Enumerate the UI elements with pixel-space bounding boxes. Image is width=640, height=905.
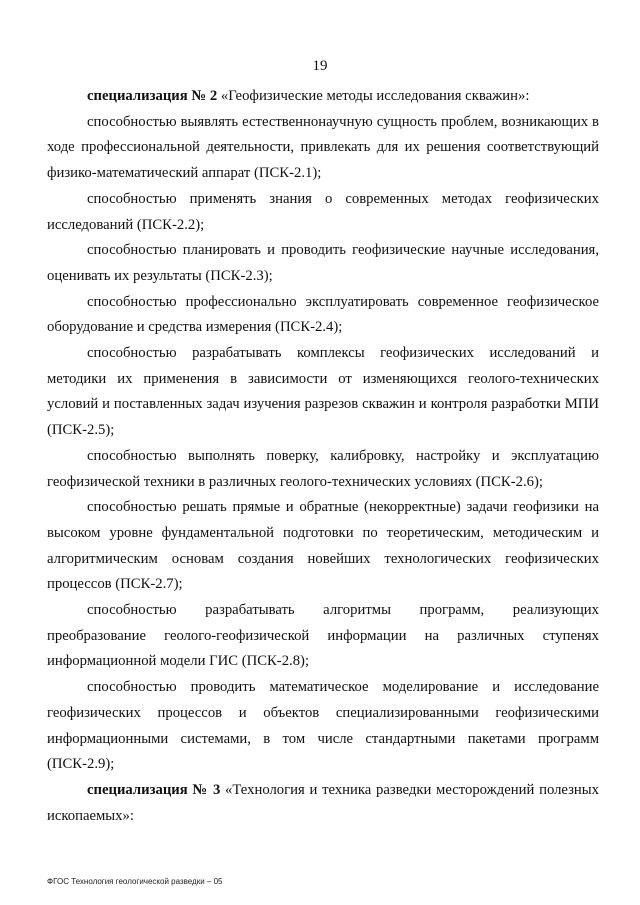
competence-item: способностью планировать и проводить геофизические научные исследования, оценивать их результаты (ПСК-2.3);: [47, 242, 599, 284]
page-footer: ФГОС Технология геологической разведки – 05: [47, 877, 223, 886]
competence-item: способностью профессионально эксплуатировать современное геофизическое оборудование и средства измерения (ПСК-2.4);: [47, 293, 599, 336]
competence-item: способностью решать прямые и обратные (некорректные) задачи геофизики на высоком уровне фундаментальной подготовки по теоретическим, методическим и алгоритмическим основам создания новейших технологических геофизических процессов (ПСК-2.7);: [47, 499, 599, 593]
specialization-heading-3: [47, 778, 599, 829]
specialization-heading-2: [47, 84, 599, 110]
competence-item: способностью разрабатывать алгоритмы программ, реализующих преобразование геолого-геофизической информации на различных ступенях информационной модели ГИС (ПСК-2.8);: [47, 602, 599, 670]
competence-item: способностью выявлять естественнонаучную сущность проблем, возникающих в ходе профессиональной деятельности, привлекать для их решения соответствующий физико-математический аппарат (ПСК-2.1);: [47, 113, 599, 182]
specialization-title: «Технология и техника разведки месторождений полезных ископаемых»:: [47, 781, 599, 824]
page-number: 19: [312, 58, 328, 74]
document-body: [47, 84, 599, 829]
specialization-label: специализация № 2: [87, 88, 218, 104]
competence-item: способностью выполнять поверку, калибровку, настройку и эксплуатацию геофизической техники в различных геолого-технических условиях (ПСК-2.6);: [47, 447, 599, 490]
specialization-title: «Геофизические методы исследования скважин»:: [217, 88, 530, 104]
competence-item: способностью проводить математическое моделирование и исследование геофизических процессов и объектов специализированными геофизическими информационными системами, в том числе стандартными пакетами программ (ПСК-2.9);: [47, 679, 599, 773]
specialization-label: специализация № 3: [87, 781, 221, 798]
competence-item: способностью разрабатывать комплексы геофизических исследований и методики их применения в зависимости от изменяющихся геолого-технических условий и поставленных задач изучения разрезов скважин и контроля разработки МПИ (ПСК-2.5);: [47, 345, 599, 439]
competence-item: способностью применять знания о современных методах геофизических исследований (ПСК-2.2);: [47, 190, 599, 233]
